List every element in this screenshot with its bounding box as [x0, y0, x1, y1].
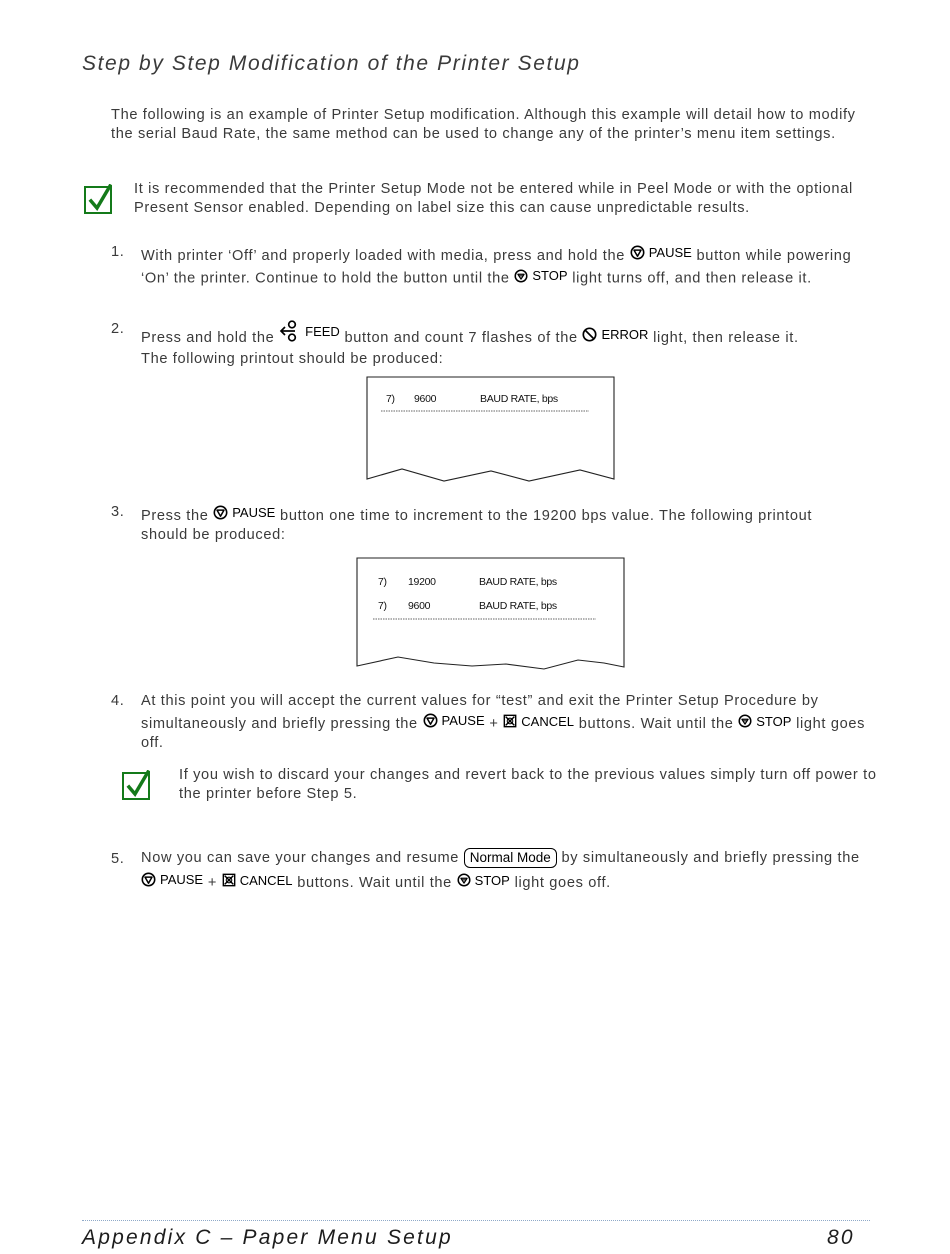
- printout-index: 7): [386, 393, 395, 405]
- stop-icon: [738, 714, 752, 728]
- intro-paragraph: The following is an example of Printer Setup modification. Although this example will detail how to modify the serial Baud Rate, the same method can be used to change any of the printer’s menu item settings.: [111, 107, 856, 142]
- printout-label: BAUD RATE, bps: [480, 393, 558, 405]
- printout-index: 7): [378, 576, 387, 588]
- pause-button-ref: PAUSE: [213, 503, 275, 522]
- pause-icon: [213, 505, 228, 520]
- step-3-text: Press the PAUSE button one time to increment to the 19200 bps value. The following printout should be produced:: [141, 505, 813, 543]
- step-number: 5.: [111, 851, 125, 867]
- pause-button-ref: PAUSE: [423, 711, 485, 730]
- step-4-text: At this point you will accept the current values for “test” and exit the Printer Setup Procedure by simultaneously and briefly pressing the PAUSE + CANCEL buttons. Wait until the STOP light goes off.: [141, 693, 866, 751]
- note-peel-mode: It is recommended that the Printer Setup Mode not be entered while in Peel Mode or with the optional Present Sensor enabled. Depending on label size this can cause unpredictable results.: [134, 181, 853, 216]
- cancel-icon: [222, 873, 236, 887]
- pause-icon: [423, 713, 438, 728]
- page-title: Step by Step Modification of the Printer Setup: [82, 52, 581, 75]
- printout-2: [356, 557, 626, 673]
- feed-button-ref: FEED: [279, 320, 340, 342]
- checkmark-icon: [122, 772, 150, 800]
- feed-icon: [279, 320, 301, 342]
- step-number: 2.: [111, 321, 125, 337]
- pause-icon: [141, 872, 156, 887]
- cancel-button-ref: CANCEL: [222, 870, 293, 891]
- step-2-text: Press and hold the FEED button and count 7 flashes of the ERROR light, then release it. The following printout should be produced:: [141, 320, 881, 370]
- printout-index: 7): [378, 600, 387, 612]
- step-1-text: With printer ‘Off’ and properly loaded with media, press and hold the PAUSE button while powering ‘On’ the printer. Continue to hold the button until the STOP light turns off, and then release it.: [141, 245, 852, 287]
- stop-icon: [514, 269, 528, 283]
- stop-icon: [457, 873, 471, 887]
- error-icon: [582, 327, 597, 342]
- footer-section-title: Appendix C – Paper Menu Setup: [82, 1226, 453, 1249]
- stop-light-ref: STOP: [738, 712, 791, 731]
- footer-rule: [82, 1220, 870, 1221]
- printout-label: BAUD RATE, bps: [479, 600, 557, 612]
- printout-label: BAUD RATE, bps: [479, 576, 557, 588]
- stop-light-ref: STOP: [514, 266, 567, 285]
- step-number: 1.: [111, 244, 125, 260]
- error-light-ref: ERROR: [582, 324, 648, 345]
- step-number: 3.: [111, 504, 125, 520]
- pause-button-ref: PAUSE: [630, 243, 692, 262]
- printout-value: 9600: [408, 600, 431, 612]
- checkmark-icon: [84, 186, 112, 214]
- page-number: 80: [827, 1226, 855, 1249]
- normal-mode-label: Normal Mode: [464, 848, 557, 868]
- cancel-button-ref: CANCEL: [503, 712, 574, 731]
- pause-button-ref: PAUSE: [141, 869, 203, 890]
- printout-value: 9600: [414, 393, 437, 405]
- printout-value: 19200: [408, 576, 436, 588]
- printout-1: [366, 376, 616, 486]
- stop-light-ref: STOP: [457, 870, 510, 891]
- cancel-icon: [503, 714, 517, 728]
- pause-icon: [630, 245, 645, 260]
- step-number: 4.: [111, 693, 125, 709]
- note-discard-changes: If you wish to discard your changes and revert back to the previous values simply turn off power to the printer before Step 5.: [179, 767, 877, 802]
- step-5-text: Now you can save your changes and resume Normal Mode by simultaneously and briefly pressing the PAUSE + CANCEL buttons. Wait until the STOP light goes off.: [141, 850, 860, 891]
- receipt-outline: [356, 557, 626, 673]
